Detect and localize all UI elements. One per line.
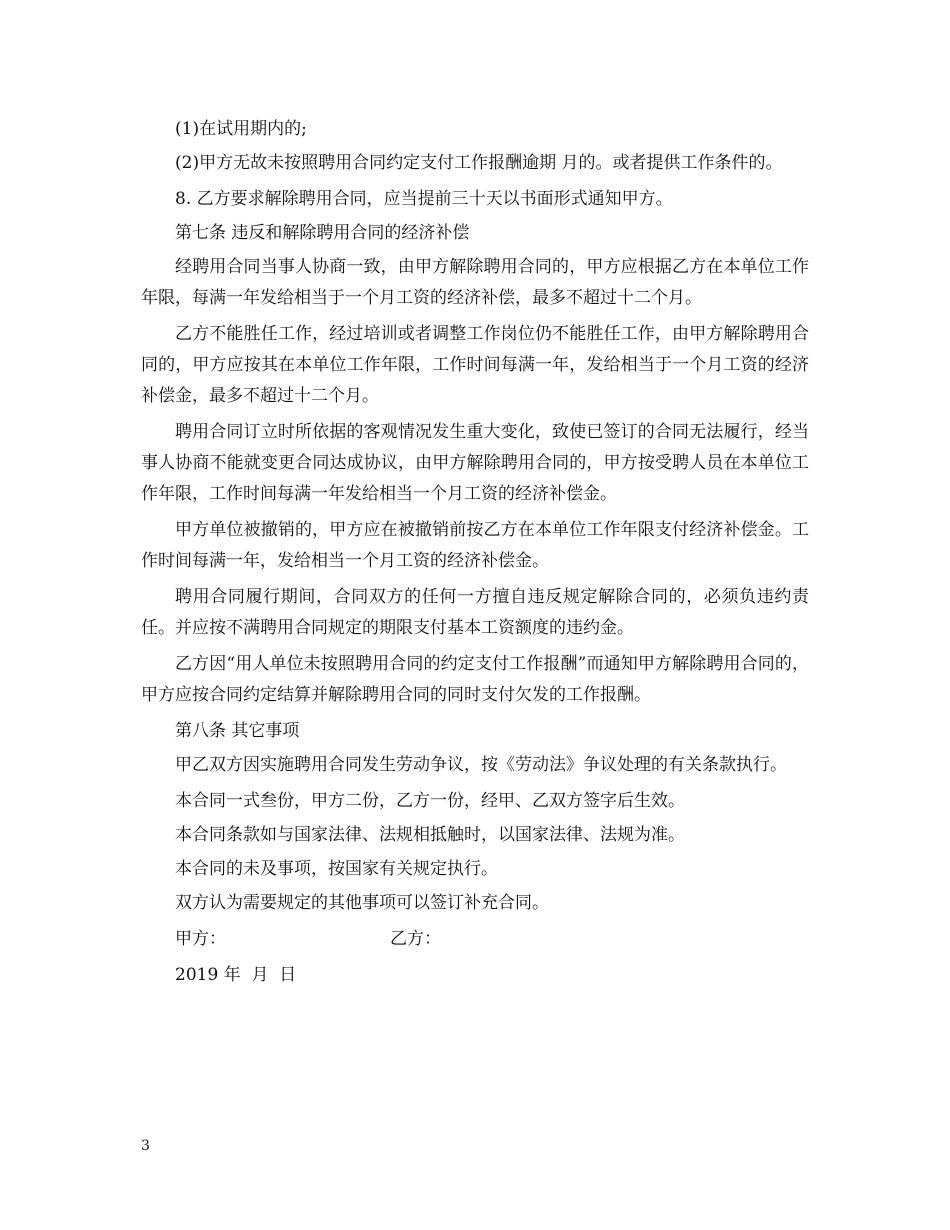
paragraph-unit-revoked: 甲方单位被撤销的，甲方应在被撤销前按乙方在本单位工作年限支付经济补偿金。工作时间每满一年，发给相当一个月工资的经济补偿金。 [141, 520, 809, 571]
section-heading-article-7: 第七条 违反和解除聘用合同的经济补偿 [175, 223, 470, 243]
date-line: 2019 年 月 日 [175, 965, 297, 985]
signature-row [141, 924, 809, 955]
paragraph-mutual-termination: 经聘用合同当事人协商一致，由甲方解除聘用合同的，甲方应根据乙方在本单位工作年限，每满一年发给相当于一个月工资的经济补偿，最多不超过十二个月。 [141, 257, 809, 308]
paragraph-clause-8: 8. 乙方要求解除聘用合同，应当提前三十天以书面形式通知甲方。 [175, 189, 673, 209]
paragraph-clause-2: (2)甲方无故未按照聘用合同约定支付工作报酬逾期 月的。或者提供工作条件的。 [175, 153, 783, 173]
document-body [141, 114, 809, 996]
party-a-label: 甲方： [175, 929, 226, 949]
party-b-label: 乙方： [390, 929, 441, 949]
paragraph-labor-dispute: 甲乙双方因实施聘用合同发生劳动争议，按《劳动法》争议处理的有关条款执行。 [175, 755, 787, 775]
paragraph-copies: 本合同一式叁份，甲方二份，乙方一份，经甲、乙双方签字后生效。 [175, 791, 685, 811]
paragraph-unmentioned-matters: 本合同的未及事项，按国家有关规定执行。 [175, 859, 498, 879]
section-heading-article-8: 第八条 其它事项 [175, 721, 300, 741]
paragraph-unpaid-remuneration: 乙方因“用人单位未按照聘用合同的约定支付工作报酬”而通知甲方解除聘用合同的，甲方应按合同约定结算并解除聘用合同的同时支付欠发的工作报酬。 [141, 654, 809, 705]
paragraph-law-precedence: 本合同条款如与国家法律、法规相抵触时，以国家法律、法规为准。 [175, 825, 685, 845]
paragraph-breach-liability: 聘用合同履行期间，合同双方的任何一方擅自违反规定解除合同的，必须负违约责任。并应按不满聘用合同规定的期限支付基本工资额度的违约金。 [141, 587, 809, 638]
paragraph-supplementary: 双方认为需要规定的其他事项可以签订补充合同。 [175, 893, 549, 913]
paragraph-changed-circumstances: 聘用合同订立时所依据的客观情况发生重大变化，致使已签订的合同无法履行，经当事人协商不能就变更合同达成协议，由甲方解除聘用合同的，甲方按受聘人员在本单位工作年限，工作时间每满一年发给相当一个月工资的经济补偿金。 [141, 422, 809, 504]
paragraph-clause-1: (1)在试用期内的; [175, 119, 307, 139]
page-number: 3 [141, 1138, 150, 1154]
paragraph-incompetence: 乙方不能胜任工作，经过培训或者调整工作岗位仍不能胜任工作，由甲方解除聘用合同的，甲方应按其在本单位工作年限，工作时间每满一年，发给相当于一个月工资的经济补偿金，最多不超过十二个月。 [141, 324, 809, 406]
